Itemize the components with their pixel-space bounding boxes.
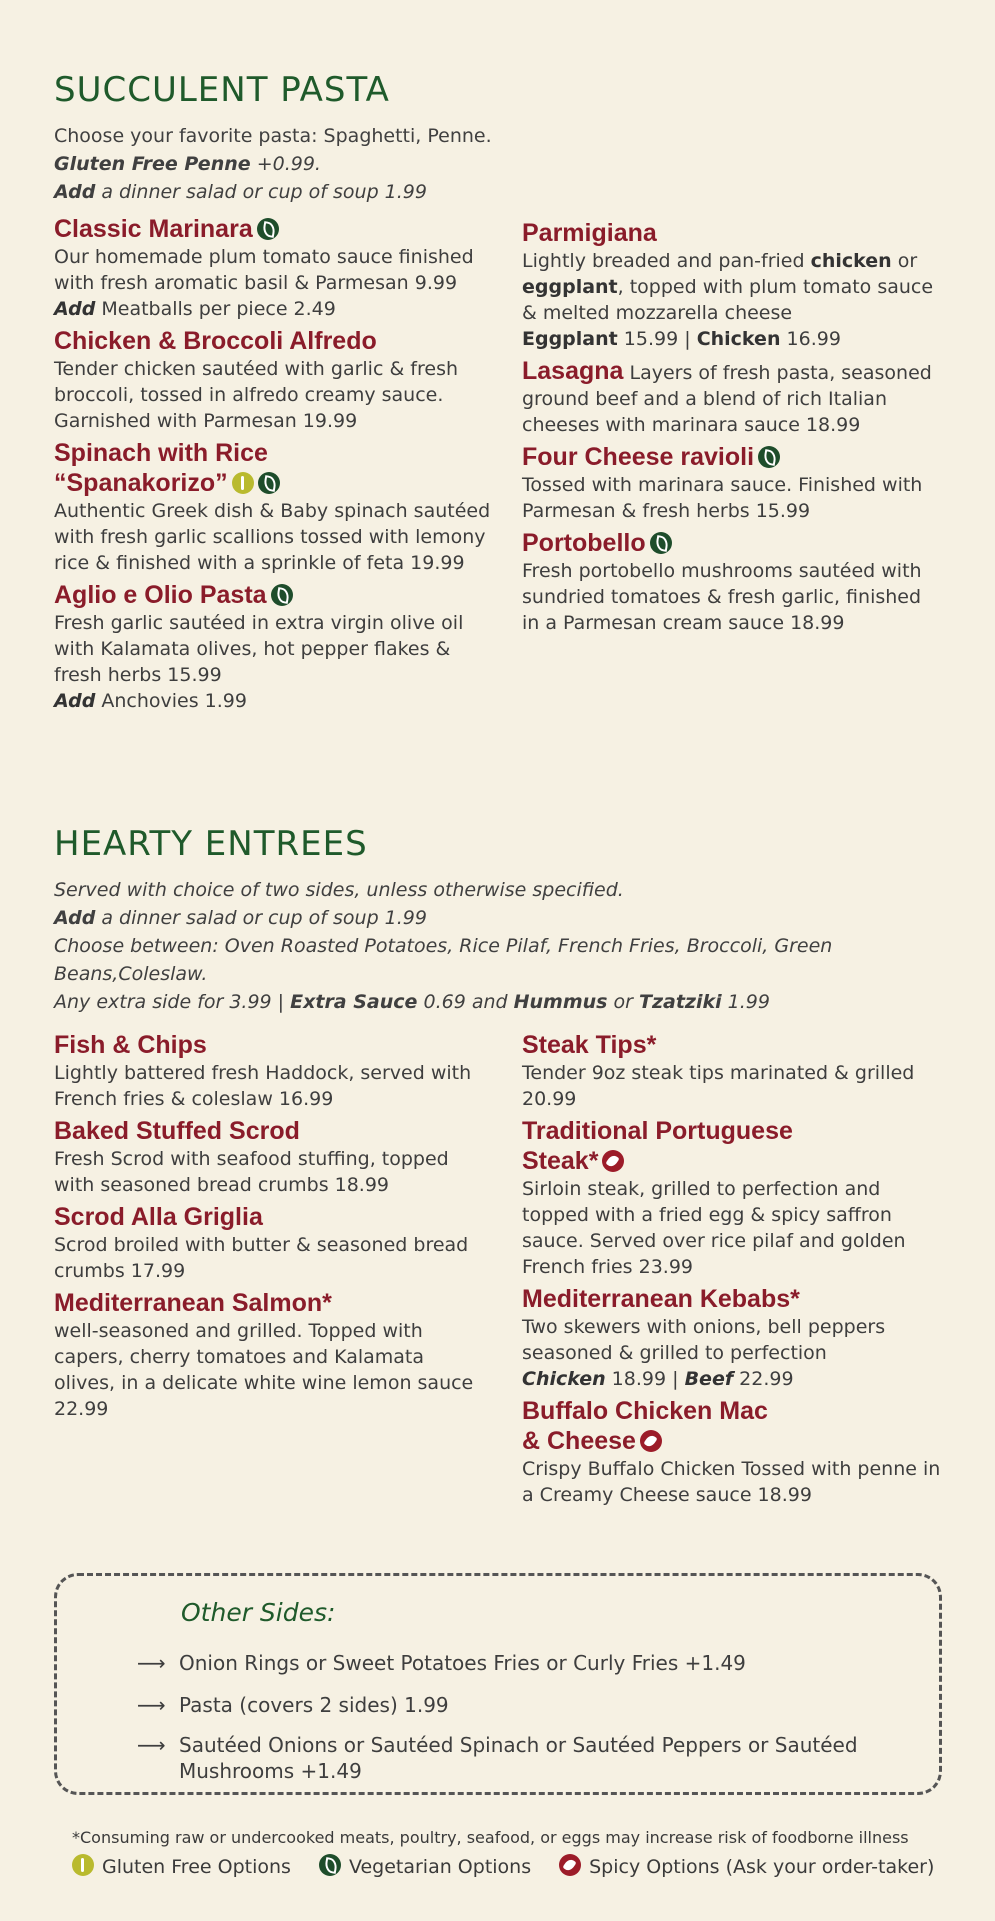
item-name: Parmigiana <box>522 219 657 247</box>
spicy-icon <box>602 1150 624 1172</box>
choose-sides-text: Choose between: Oven Roasted Potatoes, Rice Pilaf, French Fries, Broccoli, Green Beans,Coleslaw. <box>54 935 833 985</box>
gluten-free-icon <box>72 1854 94 1876</box>
pasta-intro <box>54 122 492 206</box>
item-description: Lightly breaded and pan-fried chicken or eggplant, topped with plum tomato sauce & melted mozzarella cheese <box>522 250 934 324</box>
menu-item <box>522 356 942 438</box>
legend <box>72 1854 934 1878</box>
arrow-icon: ⟶ <box>137 1651 166 1675</box>
add-label: Add <box>54 907 96 929</box>
entrees-left-column <box>54 1030 484 1426</box>
item-name: Steak Tips* <box>522 1031 657 1059</box>
side-option: ⟶ Sautéed Onions or Sautéed Spinach or Sautéed Peppers or Sautéed Mushrooms +1.49 <box>137 1733 858 1783</box>
entrees-intro <box>54 876 914 1016</box>
arrow-icon: ⟶ <box>137 1693 166 1717</box>
other-sides-box <box>54 1573 942 1795</box>
item-description: Crispy Buffalo Chicken Tossed with penne in a Creamy Cheese sauce 18.99 <box>522 1458 941 1506</box>
menu-item <box>522 1116 952 1280</box>
item-name-line2: Steak* <box>522 1147 599 1175</box>
gf-label: Gluten Free Penne <box>54 153 251 175</box>
menu-item <box>54 580 494 714</box>
side-option: ⟶ Pasta (covers 2 sides) 1.99 <box>137 1693 449 1717</box>
spicy-icon <box>559 1854 581 1876</box>
item-description: Scrod broiled with butter & seasoned bread crumbs 17.99 <box>54 1234 469 1282</box>
item-price: Eggplant 15.99 | Chicken 16.99 <box>522 328 841 350</box>
item-description: Fresh garlic sautéed in extra virgin olive oil with Kalamata olives, hot pepper flakes & fresh herbs 15.99 <box>54 612 464 686</box>
item-description: Fresh portobello mushrooms sautéed with sundried tomatoes & fresh garlic, finished in a Parmesan cream sauce 18.99 <box>522 560 922 634</box>
item-description: well-seasoned and grilled. Topped with capers, cherry tomatoes and Kalamata olives, in a delicate white wine lemon sauce 22.99 <box>54 1320 474 1420</box>
item-description: Authentic Greek dish & Baby spinach sautéed with fresh garlic scallions tossed with lemony rice & finished with a sprinkle of feta 19.99 <box>54 500 491 574</box>
item-extra: Add Anchovies 1.99 <box>54 690 247 712</box>
section-title-entrees: HEARTY ENTREES <box>54 824 368 864</box>
pasta-right-column <box>522 218 942 640</box>
item-name: Four Cheese ravioli <box>522 443 755 471</box>
pasta-left-column <box>54 214 494 718</box>
item-name-line2: “Spanakorizo” <box>54 469 228 497</box>
gluten-free-icon <box>232 472 254 494</box>
item-description: Layers of fresh pasta, seasoned ground beef and a blend of rich Italian cheeses with marinara sauce 18.99 <box>522 362 932 436</box>
menu-item <box>54 1030 484 1112</box>
gf-price: +0.99. <box>256 153 321 175</box>
item-name: Spinach with Rice <box>54 439 268 467</box>
entrees-right-column <box>522 1030 952 1512</box>
item-price: Chicken 18.99 | Beef 22.99 <box>522 1368 794 1390</box>
item-name: Mediterranean Salmon* <box>54 1289 332 1317</box>
menu-item <box>522 528 942 636</box>
menu-item <box>54 1202 484 1284</box>
menu-item <box>54 214 494 322</box>
menu-item <box>54 438 494 576</box>
other-sides-title: Other Sides: <box>181 1598 336 1627</box>
item-name: Traditional Portuguese <box>522 1117 793 1145</box>
vegetarian-icon <box>257 218 279 240</box>
menu-item <box>54 1116 484 1198</box>
arrow-icon: ⟶ <box>137 1733 166 1757</box>
item-description: Tender chicken sautéed with garlic & fresh broccoli, tossed in alfredo creamy sauce. Garnished with Parmesan 19.99 <box>54 358 459 432</box>
sides-note: Served with choice of two sides, unless otherwise specified. <box>54 879 624 901</box>
foodborne-illness-note: *Consuming raw or undercooked meats, poultry, seafood, or eggs may increase risk of foodborne illness <box>72 1828 909 1847</box>
item-description: Fresh Scrod with seafood stuffing, topped with seasoned bread crumbs 18.99 <box>54 1148 449 1196</box>
item-description: Lightly battered fresh Haddock, served with French fries & coleslaw 16.99 <box>54 1062 472 1110</box>
pasta-choice-text: Choose your favorite pasta: Spaghetti, Penne. <box>54 125 492 147</box>
vegetarian-icon <box>319 1854 341 1876</box>
vegetarian-icon <box>258 472 280 494</box>
menu-item <box>54 326 494 434</box>
item-name: Fish & Chips <box>54 1031 207 1059</box>
menu-item <box>522 1030 952 1112</box>
menu-item <box>522 218 942 352</box>
item-name: Scrod Alla Griglia <box>54 1203 263 1231</box>
item-description: Tender 9oz steak tips marinated & grilled 20.99 <box>522 1062 915 1110</box>
menu-item <box>522 1284 952 1392</box>
item-description: Tossed with marinara sauce. Finished with Parmesan & fresh herbs 15.99 <box>522 474 923 522</box>
item-description: Two skewers with onions, bell peppers seasoned & grilled to perfection <box>522 1316 886 1364</box>
section-title-pasta: SUCCULENT PASTA <box>54 70 390 110</box>
item-name: Portobello <box>522 529 646 557</box>
item-extra: Add Meatballs per piece 2.49 <box>54 298 336 320</box>
item-name: Buffalo Chicken Mac <box>522 1397 768 1425</box>
add-text: a dinner salad or cup of soup 1.99 <box>101 907 427 929</box>
menu-item <box>522 1396 952 1508</box>
pasta-add-line <box>54 178 492 206</box>
side-option: ⟶ Onion Rings or Sweet Potatoes Fries or Curly Fries +1.49 <box>137 1651 746 1675</box>
item-name: Lasagna <box>522 357 624 385</box>
item-name: Mediterranean Kebabs* <box>522 1285 800 1313</box>
add-label: Add <box>54 181 96 203</box>
vegetarian-icon <box>758 446 780 468</box>
spicy-icon <box>640 1430 662 1452</box>
menu-item <box>54 1288 484 1422</box>
gluten-free-line <box>54 150 492 178</box>
item-name: Chicken & Broccoli Alfredo <box>54 327 377 355</box>
extra-sides-line: Any extra side for 3.99 | Extra Sauce 0.69 and Hummus or Tzatziki 1.99 <box>54 991 770 1013</box>
legend-vegetarian: Vegetarian Options <box>319 1854 531 1878</box>
item-name: Aglio e Olio Pasta <box>54 581 267 609</box>
legend-spicy: Spicy Options (Ask your order-taker) <box>559 1854 934 1878</box>
item-description: Sirloin steak, grilled to perfection and topped with a fried egg & spicy saffron sauce. Served over rice pilaf and golden French fries 23.99 <box>522 1178 906 1278</box>
menu-item <box>522 442 942 524</box>
legend-gluten-free: Gluten Free Options <box>72 1854 291 1878</box>
vegetarian-icon <box>271 584 293 606</box>
item-name-line2: & Cheese <box>522 1427 636 1455</box>
add-text: a dinner salad or cup of soup 1.99 <box>101 181 427 203</box>
item-description: Our homemade plum tomato sauce finished with fresh aromatic basil & Parmesan 9.99 <box>54 246 474 294</box>
vegetarian-icon <box>650 532 672 554</box>
item-name: Classic Marinara <box>54 215 253 243</box>
item-name: Baked Stuffed Scrod <box>54 1117 300 1145</box>
